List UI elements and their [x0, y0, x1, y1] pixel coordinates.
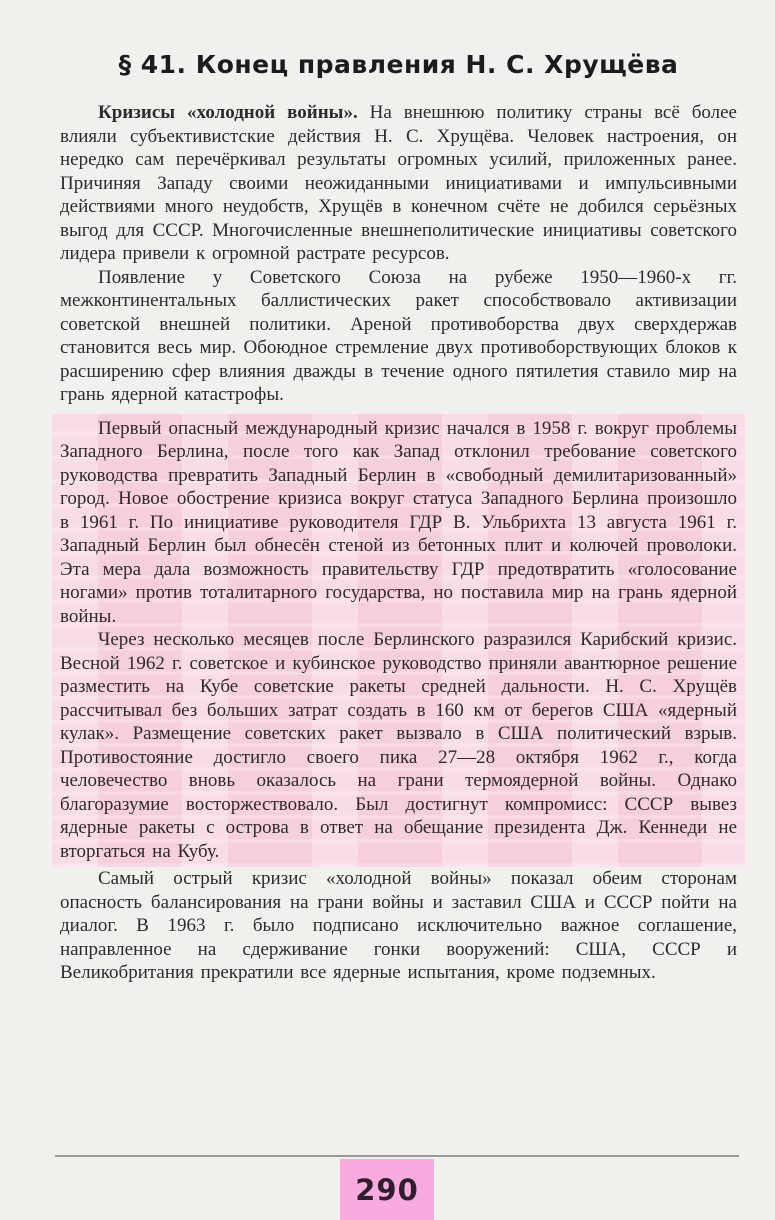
paragraph-lead-bold: Кризисы «холодной войны».: [98, 102, 358, 123]
paragraph-cuban-crisis: [60, 628, 737, 863]
section-title: § 41. Конец правления Н. С. Хрущёва: [118, 50, 679, 79]
paragraph-text: Через несколько месяцев после Берлинского разразился Карибский кризис. Весной 1962 г. советское и кубинское руководство приняли авантюрное решение разместить на Кубе советские ракеты средней дальности. Н. С. Хрущёв рассчитывал без больших затрат создать в 160 км от берегов США «ядерный кулак». Размещение советских ракет вызвало в США политический взрыв. Противостояние достигло своего пика 27—28 октября 1962 г., когда человечество вновь оказалось на грани термоядерной войны. Однако благоразумие восторжествовало. Был достигнут компромисс: СССР вывез ядерные ракеты с острова в ответ на обещание президента Дж. Кеннеди не вторгаться на Кубу.: [60, 629, 737, 862]
paragraph-text: Появление у Советского Союза на рубеже 1950—1960-х гг. межконтинентальных баллистических ракет способствовало активизации советской внешней политики. Ареной противоборства двух сверхдержав становится весь мир. Обоюдное стремление двух противоборствующих блоков к расширению сфер влияния дважды в течение одного пятилетия ставило мир на грань ядерной катастрофы.: [60, 266, 737, 405]
footer-divider-line: [55, 1155, 739, 1157]
paragraph-cold-war-crises: [60, 101, 737, 266]
page-number: 290: [355, 1172, 419, 1207]
paragraph-text: Самый острый кризис «холодной войны» показал обеим сторонам опасность балансирования на грани войны и заставил США и СССР пойти на диалог. В 1963 г. было подписано исключительно важное соглашение, направленное на сдерживание гонки вооружений: США, СССР и Великобритания прекратили все ядерные испытания, кроме подземных.: [60, 868, 737, 983]
page-number-badge: [340, 1159, 434, 1220]
paragraph-berlin-crisis: [60, 417, 737, 629]
page-content: [60, 50, 737, 985]
highlighted-passage: [52, 414, 745, 868]
paragraph-missiles: [60, 266, 737, 407]
paragraph-text: На внешнюю политику страны всё более влияли субъективистские действия Н. С. Хрущёва. Человек настроения, он нередко сам перечёркивал результаты огромных усилий, приложенных ранее. Причиняя Западу своими неожиданными инициативами и импульсивными действиями много неудобств, Хрущёв в конечном счёте не добился серьёзных выгод для СССР. Многочисленные внешнеполитические инициативы советского лидера привели к огромной растрате ресурсов.: [60, 102, 737, 264]
paragraph-dialog-1963: [60, 867, 737, 985]
paragraph-text: Первый опасный международный кризис начался в 1958 г. вокруг проблемы Западного Берлина, после того как Запад отклонил требование советского руководства превратить Западный Берлин в «свободный демилитаризованный» город. Новое обострение кризиса вокруг статуса Западного Берлина произошло в 1961 г. По инициативе руководителя ГДР В. Ульбрихта 13 августа 1961 г. Западный Берлин был обнесён стеной из бетонных плит и колючей проволоки. Эта мера дала возможность правительству ГДР предотвратить «голосование ногами» против тоталитарного государства, но поставила мир на грань ядерной войны.: [60, 417, 737, 627]
